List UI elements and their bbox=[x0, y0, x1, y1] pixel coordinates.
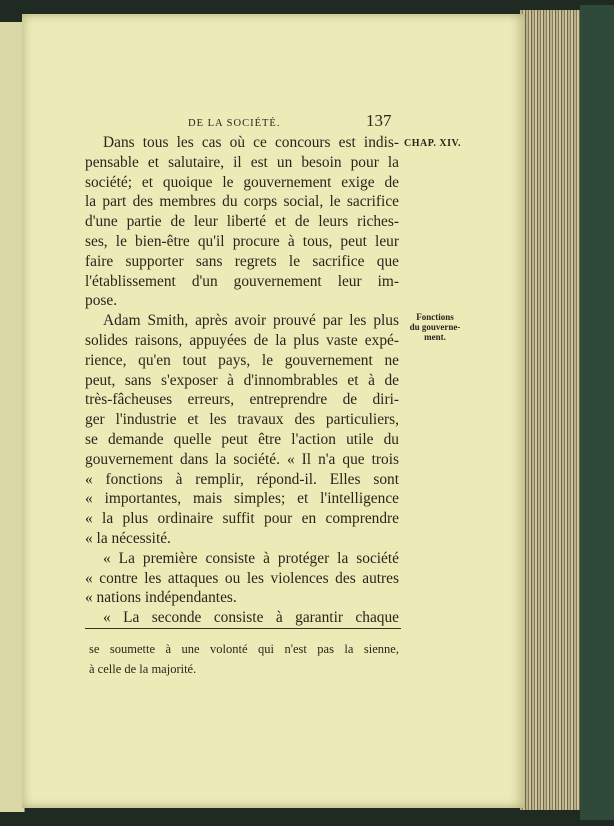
page-number: 137 bbox=[366, 111, 392, 130]
footnote-line: à celle de la majorité. bbox=[89, 662, 197, 676]
text-line: l'établissement d'un gouvernement leur im- bbox=[85, 272, 399, 290]
text-line: Dans tous les cas où ce concours est indis- bbox=[103, 134, 399, 151]
footnote-rule bbox=[85, 628, 401, 629]
margin-note-line: Fonctions bbox=[416, 312, 454, 322]
text-line: se demande quelle peut être l'action utile du bbox=[85, 430, 399, 448]
footnote bbox=[89, 639, 399, 679]
page-edges bbox=[520, 10, 582, 810]
text-line: ger l'industrie et les travaux des particuliers, bbox=[85, 411, 399, 429]
text-line: pensable et salutaire, il est un besoin pour la bbox=[85, 153, 399, 171]
text-line: « La première consiste à protéger la société bbox=[103, 549, 399, 567]
margin-note-line: du gouverne- bbox=[409, 322, 461, 332]
margin-note-topic bbox=[406, 312, 464, 342]
paragraph bbox=[85, 133, 399, 311]
text-line: « la nécessité. bbox=[85, 529, 171, 547]
paragraph bbox=[85, 311, 399, 549]
margin-note-chapter: CHAP. XIV. bbox=[404, 138, 461, 149]
page-header bbox=[22, 111, 525, 134]
margin-note-line: ment. bbox=[424, 332, 446, 342]
text-line: faire supporter sans regrets le sacrifice que bbox=[85, 252, 399, 270]
text-line: solides raisons, appuyées de la plus vaste expé- bbox=[85, 331, 399, 349]
body-text bbox=[85, 133, 399, 628]
text-line: ses, le bien-être qu'il procure à tous, peut leur bbox=[85, 232, 399, 250]
text-line: « La seconde consiste à garantir chaque bbox=[103, 609, 399, 627]
book-page bbox=[22, 14, 525, 808]
text-line: « importantes, mais simples; et l'intelligence bbox=[85, 490, 399, 508]
text-line: « fonctions à remplir, répond-il. Elles sont bbox=[85, 470, 399, 488]
text-line: rience, qu'en tout pays, le gouvernement ne bbox=[85, 351, 399, 369]
text-line: pose. bbox=[85, 292, 118, 310]
text-line: « contre les attaques ou les violences des autres bbox=[85, 569, 399, 587]
book-cover bbox=[580, 5, 614, 820]
text-line: Adam Smith, après avoir prouvé par les plus bbox=[103, 312, 399, 330]
text-line: très-fâcheuses erreurs, entreprendre de diri- bbox=[85, 391, 399, 409]
text-line: « la plus ordinaire suffit pour en comprendre bbox=[85, 510, 399, 528]
paragraph bbox=[85, 608, 399, 628]
text-line: d'une partie de leur liberté et de leurs riches- bbox=[85, 213, 399, 231]
text-line: société; et quoique le gouvernement exige de bbox=[85, 173, 399, 191]
running-title: DE LA SOCIÉTÉ. bbox=[188, 118, 281, 129]
text-line: gouvernement dans la société. « Il n'a que trois bbox=[85, 450, 399, 468]
paragraph bbox=[85, 549, 399, 608]
footnote-line: se soumette à une volonté qui n'est pas la sienne, bbox=[89, 642, 399, 656]
text-line: la part des membres du corps social, le sacrifice bbox=[85, 193, 399, 211]
text-line: « nations indépendantes. bbox=[85, 589, 237, 607]
text-line: peut, sans s'exposer à d'innombrables et à de bbox=[85, 371, 399, 389]
